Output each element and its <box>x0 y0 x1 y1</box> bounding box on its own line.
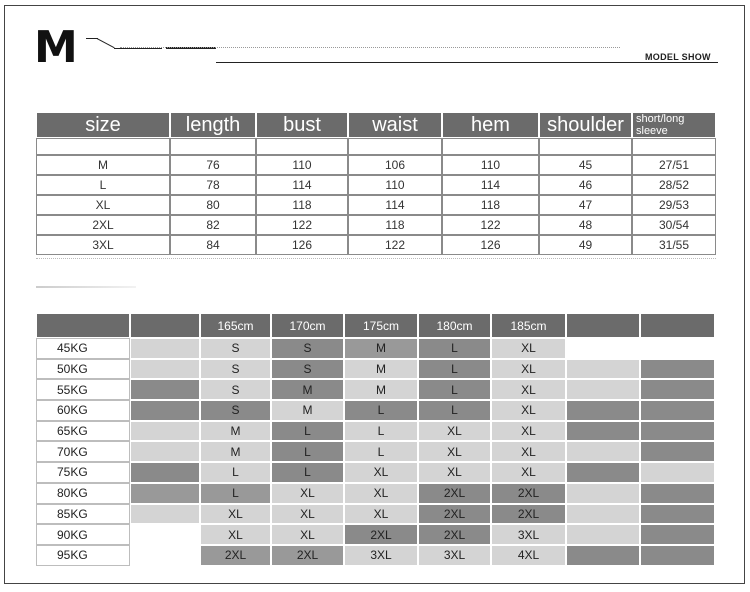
fit-size-cell: XL <box>491 379 566 400</box>
fit-size-cell <box>130 545 200 566</box>
height-header-cell: 165cm <box>200 313 271 338</box>
height-header-cell: 185cm <box>491 313 566 338</box>
size-cell: 29/53 <box>632 195 716 215</box>
size-cell: 48 <box>539 215 632 235</box>
size-cell: 2XL <box>36 215 170 235</box>
size-cell: 47 <box>539 195 632 215</box>
fit-row <box>36 400 715 421</box>
fit-size-cell: M <box>344 338 418 359</box>
fit-size-cell: L <box>271 441 344 462</box>
fit-size-cell <box>566 524 640 545</box>
height-header-cell: 170cm <box>271 313 344 338</box>
fit-size-cell <box>130 504 200 525</box>
fit-size-cell: XL <box>200 524 271 545</box>
weight-label: 45KG <box>36 338 130 359</box>
fit-size-cell: XL <box>491 421 566 442</box>
fit-size-cell: 2XL <box>200 545 271 566</box>
fit-size-cell <box>640 504 715 525</box>
fit-size-cell <box>130 483 200 504</box>
fit-size-cell <box>640 441 715 462</box>
fit-size-cell <box>566 462 640 483</box>
fit-chart <box>36 313 715 566</box>
fit-size-cell: M <box>271 379 344 400</box>
fit-size-cell: 2XL <box>271 545 344 566</box>
size-cell: 45 <box>539 155 632 175</box>
fit-row <box>36 338 715 359</box>
fit-size-cell: XL <box>271 504 344 525</box>
size-row <box>36 155 716 175</box>
size-cell: 110 <box>348 175 442 195</box>
logo-letter: M <box>34 22 78 73</box>
size-table-bottom-rule <box>36 258 716 259</box>
size-cell: 46 <box>539 175 632 195</box>
size-cell: 114 <box>256 175 348 195</box>
fit-size-cell <box>130 441 200 462</box>
fit-size-cell <box>130 359 200 380</box>
section-divider <box>36 286 136 288</box>
header-rule-right <box>216 62 718 63</box>
size-cell: 118 <box>348 215 442 235</box>
size-row <box>36 215 716 235</box>
fit-row <box>36 441 715 462</box>
weight-label: 55KG <box>36 379 130 400</box>
fit-size-cell <box>566 421 640 442</box>
size-row <box>36 235 716 255</box>
size-row <box>36 175 716 195</box>
fit-size-cell <box>640 379 715 400</box>
fit-size-cell: L <box>344 441 418 462</box>
fit-row <box>36 462 715 483</box>
fit-size-cell: XL <box>491 359 566 380</box>
fit-size-cell: S <box>200 338 271 359</box>
fit-size-cell: L <box>344 400 418 421</box>
size-cell: 118 <box>256 195 348 215</box>
fit-size-cell <box>566 441 640 462</box>
weight-label: 75KG <box>36 462 130 483</box>
fit-size-cell: XL <box>491 338 566 359</box>
weight-label: 80KG <box>36 483 130 504</box>
fit-size-cell <box>130 338 200 359</box>
weight-label: 70KG <box>36 441 130 462</box>
fit-size-cell <box>640 462 715 483</box>
fit-row <box>36 524 715 545</box>
size-cell: 82 <box>170 215 256 235</box>
fit-size-cell: L <box>418 400 491 421</box>
fit-size-cell: XL <box>418 441 491 462</box>
model-show-label: MODEL SHOW <box>645 52 711 62</box>
size-cell: 84 <box>170 235 256 255</box>
fit-size-cell <box>566 338 640 359</box>
fit-size-cell: S <box>200 359 271 380</box>
fit-size-cell <box>566 483 640 504</box>
size-cell: XL <box>36 195 170 215</box>
fit-size-cell <box>130 400 200 421</box>
fit-size-cell: XL <box>418 462 491 483</box>
size-row <box>36 195 716 215</box>
fit-size-cell: 3XL <box>344 545 418 566</box>
weight-label: 95KG <box>36 545 130 566</box>
height-header-cell <box>130 313 200 338</box>
fit-size-cell <box>640 524 715 545</box>
fit-size-cell: XL <box>344 483 418 504</box>
fit-size-cell: XL <box>418 421 491 442</box>
height-header-cell <box>566 313 640 338</box>
size-cell: 114 <box>348 195 442 215</box>
size-cell: 3XL <box>36 235 170 255</box>
size-cell: 110 <box>442 155 539 175</box>
fit-size-cell: XL <box>271 524 344 545</box>
header-dotted-line <box>120 47 620 48</box>
fit-size-cell: 4XL <box>491 545 566 566</box>
header-size: size <box>36 112 170 138</box>
fit-row <box>36 545 715 566</box>
header-rule-mid <box>114 48 162 49</box>
fit-size-cell <box>130 421 200 442</box>
fit-size-cell: 2XL <box>418 483 491 504</box>
fit-size-cell: S <box>200 400 271 421</box>
fit-size-cell <box>640 483 715 504</box>
fit-size-cell <box>566 545 640 566</box>
size-cell: 126 <box>442 235 539 255</box>
fit-size-cell: S <box>271 338 344 359</box>
header-bust: bust <box>256 112 348 138</box>
fit-size-cell <box>640 338 715 359</box>
size-cell: 110 <box>256 155 348 175</box>
fit-size-cell: L <box>418 359 491 380</box>
size-table-header <box>36 112 716 138</box>
fit-size-cell: XL <box>200 504 271 525</box>
fit-size-cell: 2XL <box>418 504 491 525</box>
size-cell: 76 <box>170 155 256 175</box>
size-table <box>36 112 716 255</box>
fit-size-cell: 2XL <box>491 504 566 525</box>
fit-size-cell: M <box>200 441 271 462</box>
fit-size-cell: 3XL <box>418 545 491 566</box>
fit-size-cell: L <box>271 421 344 442</box>
fit-size-cell: S <box>271 359 344 380</box>
height-header-cell: 175cm <box>344 313 418 338</box>
size-cell: 122 <box>256 215 348 235</box>
fit-size-cell: XL <box>491 400 566 421</box>
size-cell: 30/54 <box>632 215 716 235</box>
fit-size-cell: M <box>271 400 344 421</box>
header-hem: hem <box>442 112 539 138</box>
height-header-cell: 180cm <box>418 313 491 338</box>
fit-size-cell <box>640 421 715 442</box>
fit-size-cell <box>130 379 200 400</box>
header-sleeve: short/long sleeve <box>632 112 716 138</box>
fit-size-cell: XL <box>491 462 566 483</box>
fit-size-cell: M <box>344 379 418 400</box>
fit-chart-header <box>36 313 715 338</box>
fit-size-cell: S <box>200 379 271 400</box>
fit-size-cell <box>640 359 715 380</box>
size-cell: 106 <box>348 155 442 175</box>
fit-row <box>36 421 715 442</box>
fit-size-cell: L <box>271 462 344 483</box>
weight-label: 65KG <box>36 421 130 442</box>
height-header-cell <box>640 313 715 338</box>
fit-row <box>36 359 715 380</box>
header-waist: waist <box>348 112 442 138</box>
size-cell: 118 <box>442 195 539 215</box>
fit-size-cell: M <box>344 359 418 380</box>
weight-label: 50KG <box>36 359 130 380</box>
fit-size-cell: 3XL <box>491 524 566 545</box>
fit-size-cell: XL <box>271 483 344 504</box>
fit-size-cell <box>640 400 715 421</box>
height-header-cell <box>36 313 130 338</box>
fit-size-cell: L <box>200 462 271 483</box>
size-cell: 80 <box>170 195 256 215</box>
size-cell: 126 <box>256 235 348 255</box>
fit-row <box>36 483 715 504</box>
size-cell: 122 <box>348 235 442 255</box>
size-cell: 114 <box>442 175 539 195</box>
fit-size-cell: XL <box>491 441 566 462</box>
fit-size-cell: L <box>344 421 418 442</box>
fit-size-cell <box>566 400 640 421</box>
fit-size-cell: XL <box>344 504 418 525</box>
fit-size-cell: 2XL <box>344 524 418 545</box>
size-cell: L <box>36 175 170 195</box>
weight-label: 85KG <box>36 504 130 525</box>
size-table-spacer <box>36 138 716 155</box>
fit-size-cell: L <box>418 379 491 400</box>
size-cell: 122 <box>442 215 539 235</box>
fit-size-cell: L <box>418 338 491 359</box>
fit-size-cell <box>566 379 640 400</box>
fit-size-cell <box>130 524 200 545</box>
fit-row <box>36 504 715 525</box>
header-shoulder: shoulder <box>539 112 632 138</box>
fit-size-cell <box>640 545 715 566</box>
fit-size-cell <box>130 462 200 483</box>
header-length: length <box>170 112 256 138</box>
fit-size-cell: M <box>200 421 271 442</box>
size-cell: 49 <box>539 235 632 255</box>
size-cell: 31/55 <box>632 235 716 255</box>
weight-label: 60KG <box>36 400 130 421</box>
fit-size-cell: XL <box>344 462 418 483</box>
fit-row <box>36 379 715 400</box>
fit-size-cell <box>566 504 640 525</box>
size-cell: 78 <box>170 175 256 195</box>
size-cell: M <box>36 155 170 175</box>
fit-size-cell: L <box>200 483 271 504</box>
fit-size-cell: 2XL <box>491 483 566 504</box>
size-cell: 28/52 <box>632 175 716 195</box>
fit-size-cell <box>566 359 640 380</box>
size-cell: 27/51 <box>632 155 716 175</box>
fit-size-cell: 2XL <box>418 524 491 545</box>
weight-label: 90KG <box>36 524 130 545</box>
